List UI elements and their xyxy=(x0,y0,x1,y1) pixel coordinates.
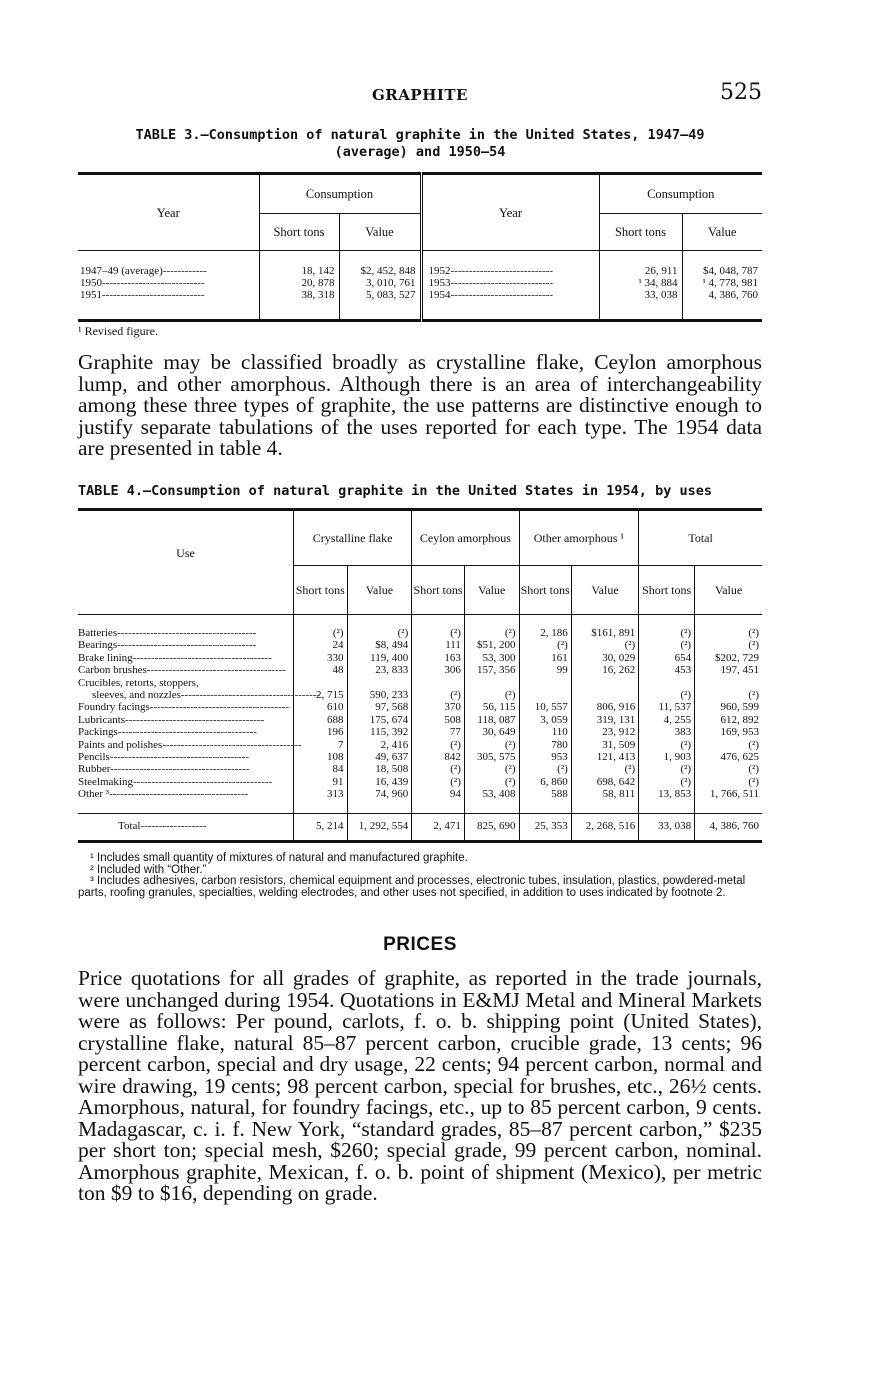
table4-cell: 119, 400 xyxy=(347,652,412,664)
table4-cell: 121, 413 xyxy=(571,751,638,763)
table4-short-tons-header: Short tons xyxy=(639,566,695,615)
table4-cell: 4, 255 xyxy=(639,714,695,726)
table4-use-cell: Paints and polishes-------------------------------------- xyxy=(78,738,302,751)
table4-cell: (²) xyxy=(639,639,695,651)
table4-use-cell: Lubricants-------------------------------------- xyxy=(78,713,265,726)
table4-cell: 97, 568 xyxy=(347,701,412,713)
table4-group-header: Total xyxy=(639,510,762,566)
table3-caption-line2: (average) and 1950–54 xyxy=(334,144,506,160)
table4-short-tons-header: Short tons xyxy=(294,566,348,615)
table4-group-header: Ceylon amorphous xyxy=(412,510,519,566)
table4-cell xyxy=(347,677,412,689)
table4-short-tons-header: Short tons xyxy=(412,566,465,615)
table4-cell: (²) xyxy=(464,763,519,775)
table4-cell: (²) xyxy=(639,739,695,751)
table4-cell: (²) xyxy=(639,776,695,788)
table4-cell: 610 xyxy=(294,701,348,713)
table4-cell: $202, 729 xyxy=(695,652,762,664)
table4-cell xyxy=(294,677,348,689)
table4-cell: 6, 860 xyxy=(519,776,571,788)
table4-cell: (²) xyxy=(639,689,695,701)
table4-cell: 53, 300 xyxy=(464,652,519,664)
table4-total-cell: 2, 471 xyxy=(412,813,465,841)
table4-row xyxy=(78,701,762,713)
table3-value-cell: 5, 083, 527 xyxy=(366,289,416,301)
table4-cell: 99 xyxy=(519,664,571,676)
table3-footnote: ¹ Revised figure. xyxy=(78,324,158,338)
table3-year-cell: 1954---------------------------- xyxy=(428,289,554,301)
table4-use-header: Use xyxy=(176,546,195,560)
table4-cell: 370 xyxy=(412,701,465,713)
table3-short-tons-header: Short tons xyxy=(259,214,339,251)
table4-cell: 91 xyxy=(294,776,348,788)
table4-cell: 16, 262 xyxy=(571,664,638,676)
table4-cell: 688 xyxy=(294,714,348,726)
table4-cell: 453 xyxy=(639,664,695,676)
table3-value-cell: 3, 010, 761 xyxy=(366,277,416,289)
table4-cell: (²) xyxy=(294,627,348,639)
table4-use-cell: Steelmaking-------------------------------------- xyxy=(78,775,273,788)
table4-footnotes xyxy=(78,853,762,899)
table4-cell: (²) xyxy=(695,689,762,701)
table4-row xyxy=(78,714,762,726)
page-number: 525 xyxy=(720,80,762,105)
table4-cell: 960, 599 xyxy=(695,701,762,713)
prices-paragraph: Price quotations for all grades of graphite, as reported in the trade journals, were unchanged during 1954. Quotations in E&MJ Metal and Mineral Markets were as follows: Per pound, carlots, f. o. b. shipping point (United States), crystalline flake, natural 85–87 percent carbon, crucible grade, 13 cents; 96 percent carbon, special and dry usage, 22 cents; 94 percent carbon, normal and wire drawing, 19 cents; 98 percent carbon, special for brushes, etc., 26½ cents. Amorphous, natural, for foundry facings, etc., up to 85 percent carbon, 9 cents. Madagascar, c. i. f. New York, “standard grades, 85–87 percent carbon,” $235 per short ton; special mesh, $260; special grade, 99 percent carbon, nominal. Amorphous graphite, Mexican, f. o. b. point of shipment (Mexico), per metric ton $9 to $16, depending on grade. xyxy=(78,966,762,1205)
table3-year-header: Year xyxy=(421,174,599,251)
table4-cell xyxy=(519,689,571,701)
table4-cell: 1, 766, 511 xyxy=(695,788,762,800)
table4-cell: (²) xyxy=(639,627,695,639)
table3-consumption-header: Consumption xyxy=(259,174,421,214)
table4-cell: (²) xyxy=(412,739,465,751)
body-paragraph: Graphite may be classified broadly as crystalline flake, Ceylon amorphous lump, and other amorphous. Although there is an area of interchangeability among these three types of graphite, the use patterns are distinctive enough to justify separate tabulations of the uses reported for each type. The 1954 data are presented in table 4. xyxy=(78,350,762,460)
table4-cell: 169, 953 xyxy=(695,726,762,738)
table4-cell: (²) xyxy=(639,763,695,775)
table4-cell: 53, 408 xyxy=(464,788,519,800)
table4-cell: $51, 200 xyxy=(464,639,519,651)
table4-use-cell: Other ³-------------------------------------- xyxy=(78,788,249,801)
table3-value-cell: ¹ 4, 778, 981 xyxy=(702,277,758,289)
table4-cell: 953 xyxy=(519,751,571,763)
table3-value-cell: $4, 048, 787 xyxy=(703,265,758,277)
table4-cell: 30, 029 xyxy=(571,652,638,664)
table3 xyxy=(78,172,762,322)
table4-footnote: ³ Includes adhesives, carbon resistors, chemical equipment and processes, electronic tubes, insulation, plastics, powdered-metal parts, roofing granules, specialties, welding electrodes, and other uses not specified, in addition to uses indicated by footnote 2. xyxy=(78,875,746,899)
table4-row xyxy=(78,751,762,763)
table4-cell: (²) xyxy=(695,763,762,775)
table4-cell: 48 xyxy=(294,664,348,676)
table4-cell: 108 xyxy=(294,751,348,763)
table4-row xyxy=(78,726,762,738)
table4-cell: (²) xyxy=(695,776,762,788)
table3-consumption-header: Consumption xyxy=(599,174,762,214)
table3-value-cell: $2, 452, 848 xyxy=(360,265,416,277)
table4-cell: 698, 642 xyxy=(571,776,638,788)
table4-cell: (²) xyxy=(519,763,571,775)
table4-row xyxy=(78,689,762,701)
table4-cell: 23, 833 xyxy=(347,664,412,676)
table4-cell: 115, 392 xyxy=(347,726,412,738)
table4-row xyxy=(78,652,762,664)
table3-short-tons-cell: 33, 038 xyxy=(644,289,678,301)
table4-group-header: Crystalline flake xyxy=(294,510,412,566)
table4-caption: TABLE 4.—Consumption of natural graphite in the United States in 1954, by uses xyxy=(78,483,712,499)
table4-use-cell: Foundry facings-------------------------------------- xyxy=(78,701,289,714)
table4-total-cell: 2, 268, 516 xyxy=(571,813,638,841)
table4-cell: (²) xyxy=(464,627,519,639)
table3-year-cell: 1953---------------------------- xyxy=(428,277,554,289)
table4-use-cell: Bearings-------------------------------------- xyxy=(78,639,257,652)
table4-cell: 16, 439 xyxy=(347,776,412,788)
table4-cell: 306 xyxy=(412,664,465,676)
table4-cell: 508 xyxy=(412,714,465,726)
table4-cell: (²) xyxy=(412,763,465,775)
table4-row xyxy=(78,627,762,639)
table4-row xyxy=(78,639,762,651)
table4-cell: 319, 131 xyxy=(571,714,638,726)
table4-cell: (²) xyxy=(464,739,519,751)
table4-cell: 118, 087 xyxy=(464,714,519,726)
table4-use-cell: Carbon brushes-------------------------------------- xyxy=(78,664,286,677)
table4-cell: 476, 625 xyxy=(695,751,762,763)
table4-total-cell: 33, 038 xyxy=(639,813,695,841)
table4-cell: 1, 903 xyxy=(639,751,695,763)
table4-total-cell: 4, 386, 760 xyxy=(695,813,762,841)
table4-cell: 13, 853 xyxy=(639,788,695,800)
table3-caption-line1: TABLE 3.—Consumption of natural graphite in the United States, 1947–49 xyxy=(135,127,705,143)
table4-cell xyxy=(571,689,638,701)
table4-cell: (²) xyxy=(412,689,465,701)
table4-cell: 157, 356 xyxy=(464,664,519,676)
table4-cell: 3, 059 xyxy=(519,714,571,726)
table4-cell: 196 xyxy=(294,726,348,738)
table4-cell: 24 xyxy=(294,639,348,651)
table4-cell: (²) xyxy=(347,627,412,639)
table4-cell: 58, 811 xyxy=(571,788,638,800)
table4-cell: 94 xyxy=(412,788,465,800)
table4-cell: 842 xyxy=(412,751,465,763)
table4-value-header: Value xyxy=(347,566,412,615)
table4-value-header: Value xyxy=(695,566,762,615)
table4-use-cell: Pencils-------------------------------------- xyxy=(78,751,249,764)
table4-cell: 780 xyxy=(519,739,571,751)
table4-cell xyxy=(519,677,571,689)
table4-cell: 197, 451 xyxy=(695,664,762,676)
table4-cell: 74, 960 xyxy=(347,788,412,800)
table4-cell: 590, 233 xyxy=(347,689,412,701)
section-heading: PRICES xyxy=(383,934,457,955)
table4-total-cell: 1, 292, 554 xyxy=(347,813,412,841)
table3-value-header: Value xyxy=(682,214,762,251)
table4-total-label: Total------------------ xyxy=(78,813,294,841)
table4-cell: 7 xyxy=(294,739,348,751)
table4-cell: 111 xyxy=(412,639,465,651)
running-title: GRAPHITE xyxy=(372,86,468,104)
table4-row xyxy=(78,776,762,788)
table4-cell: 110 xyxy=(519,726,571,738)
table4-cell: 383 xyxy=(639,726,695,738)
table4-use-cell: Rubber-------------------------------------- xyxy=(78,763,250,776)
table4-use-cell: sleeves, and nozzles-------------------------------------- xyxy=(92,689,321,702)
table3-short-tons-header: Short tons xyxy=(599,214,682,251)
table4-cell: 313 xyxy=(294,788,348,800)
table4-cell xyxy=(412,677,465,689)
table4-cell: 806, 916 xyxy=(571,701,638,713)
table4-cell: 11, 537 xyxy=(639,701,695,713)
table4-cell xyxy=(695,677,762,689)
table4-cell: 175, 674 xyxy=(347,714,412,726)
table3-value-cell: 4, 386, 760 xyxy=(708,289,758,301)
table4-row xyxy=(78,677,762,689)
table3-year-header: Year xyxy=(156,205,180,220)
table4-cell: 654 xyxy=(639,652,695,664)
table4-cell: $161, 891 xyxy=(571,627,638,639)
table4-cell: 163 xyxy=(412,652,465,664)
table3-short-tons-cell: 18, 142 xyxy=(301,265,335,277)
table4-footnote: ¹ Includes small quantity of mixtures of natural and manufactured graphite. xyxy=(90,852,468,864)
table4-total-cell: 5, 214 xyxy=(294,813,348,841)
table4-row xyxy=(78,788,762,800)
table4-cell: 330 xyxy=(294,652,348,664)
table4-total-cell: 825, 690 xyxy=(464,813,519,841)
table4-cell: 2, 715 xyxy=(294,689,348,701)
table4-cell: 23, 912 xyxy=(571,726,638,738)
table4-group-header: Other amorphous ¹ xyxy=(519,510,639,566)
table3-year-cell: 1952---------------------------- xyxy=(428,265,554,277)
table4-cell: (²) xyxy=(571,763,638,775)
table4 xyxy=(78,508,762,843)
table4-cell: (²) xyxy=(519,639,571,651)
table4-cell xyxy=(464,677,519,689)
table4-cell: (²) xyxy=(695,639,762,651)
table4-cell: 2, 186 xyxy=(519,627,571,639)
table4-use-cell: Brake lining-------------------------------------- xyxy=(78,651,272,664)
table4-cell: 612, 892 xyxy=(695,714,762,726)
table4-use-cell: Packings-------------------------------------- xyxy=(78,726,257,739)
table4-cell xyxy=(639,677,695,689)
table4-cell: (²) xyxy=(571,639,638,651)
table4-cell: 30, 649 xyxy=(464,726,519,738)
table3-value-header: Value xyxy=(339,214,421,251)
table4-cell: (²) xyxy=(695,739,762,751)
table4-cell: (²) xyxy=(412,627,465,639)
table3-year-cell: 1950---------------------------- xyxy=(80,277,205,289)
table4-footnote: ² Included with “Other.” xyxy=(90,863,207,876)
table4-cell: (²) xyxy=(464,689,519,701)
table4-total-cell: 25, 353 xyxy=(519,813,571,841)
table4-row xyxy=(78,664,762,676)
table4-row xyxy=(78,739,762,751)
table4-short-tons-header: Short tons xyxy=(519,566,571,615)
table4-cell xyxy=(571,677,638,689)
table4-cell: (²) xyxy=(695,627,762,639)
table4-value-header: Value xyxy=(464,566,519,615)
table4-cell: $8, 494 xyxy=(347,639,412,651)
table3-short-tons-cell: 20, 878 xyxy=(301,277,335,289)
table4-cell: 77 xyxy=(412,726,465,738)
table3-short-tons-cell: 26, 911 xyxy=(644,265,678,277)
table4-cell: 588 xyxy=(519,788,571,800)
table4-cell: (²) xyxy=(412,776,465,788)
table3-caption xyxy=(78,127,762,161)
table4-value-header: Value xyxy=(571,566,638,615)
table4-cell: 31, 509 xyxy=(571,739,638,751)
table4-cell: 2, 416 xyxy=(347,739,412,751)
table4-use-cell: Batteries-------------------------------------- xyxy=(78,627,257,639)
table4-cell: 18, 508 xyxy=(347,763,412,775)
table4-cell: (²) xyxy=(464,776,519,788)
table4-cell: 84 xyxy=(294,763,348,775)
table4-cell: 56, 115 xyxy=(464,701,519,713)
page-header xyxy=(78,80,762,110)
table4-cell: 10, 557 xyxy=(519,701,571,713)
table3-short-tons-cell: ¹ 34, 884 xyxy=(638,277,678,289)
table3-year-cell: 1951---------------------------- xyxy=(80,289,205,301)
table4-use-cell: Crucibles, retorts, stoppers, xyxy=(78,676,199,689)
table3-short-tons-cell: 38, 318 xyxy=(301,289,335,301)
table4-cell: 161 xyxy=(519,652,571,664)
table4-cell: 49, 637 xyxy=(347,751,412,763)
table3-year-cell: 1947–49 (average)------------ xyxy=(80,265,207,277)
table4-row xyxy=(78,763,762,775)
table4-cell: 305, 575 xyxy=(464,751,519,763)
